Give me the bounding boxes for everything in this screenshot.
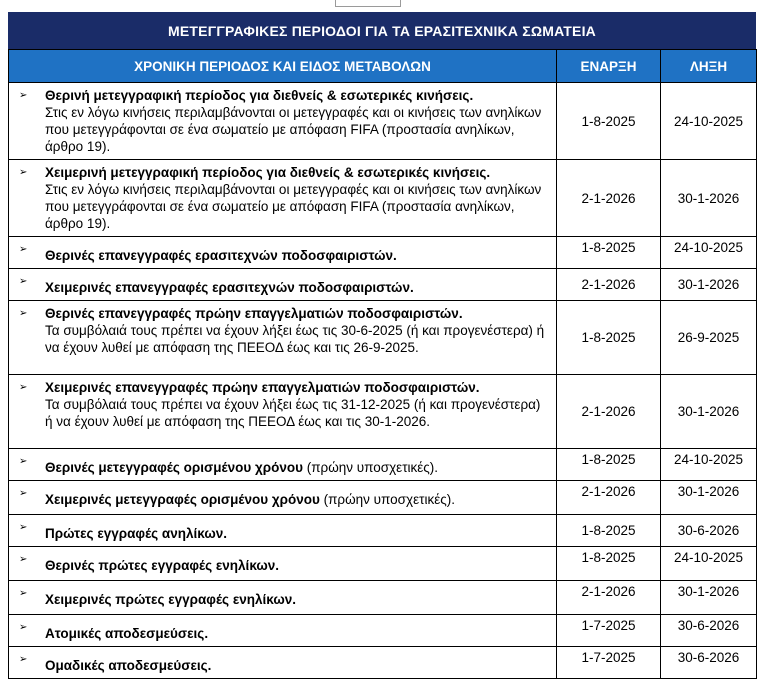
arrow-bullet-icon: ➢	[19, 456, 28, 467]
table-row	[9, 615, 757, 647]
document-title: ΜΕΤΕΓΓΡΑΦΙΚΕΣ ΠΕΡΙΟΔΟΙ ΓΙΑ ΤΑ ΕΡΑΣΙΤΕΧΝΙΚΑ ΣΩΜΑΤΕΙΑ	[8, 12, 756, 49]
table-row	[9, 83, 757, 160]
header-start: ΕΝΑΡΞΗ	[557, 50, 661, 83]
period-title: Πρώτες εγγραφές ανηλίκων.	[45, 526, 227, 541]
period-description	[9, 547, 557, 581]
header-end: ΛΗΞΗ	[661, 50, 757, 83]
arrow-bullet-icon: ➢	[19, 588, 28, 599]
table-row	[9, 269, 757, 301]
arrow-bullet-icon: ➢	[19, 622, 28, 633]
arrow-bullet-icon: ➢	[19, 488, 28, 499]
document	[8, 12, 756, 679]
end-date: 30-1-2026	[661, 160, 757, 237]
period-details: Τα συμβόλαιά τους πρέπει να έχουν λήξει έως τις 30-6-2025 (ή και προγενέστερα) ή να έχουν λυθεί με απόφαση της ΠΕΕΟΔ έως και τις 26-9-2025.	[45, 323, 545, 355]
arrow-bullet-icon: ➢	[19, 90, 28, 101]
table-row	[9, 160, 757, 237]
period-title: Θερινές επανεγγραφές ερασιτεχνών ποδοσφαιριστών.	[45, 248, 397, 263]
start-date: 1-8-2025	[557, 83, 661, 160]
period-title: Χειμερινή μετεγγραφική περίοδος για διεθνείς & εσωτερικές κινήσεις.	[45, 165, 491, 180]
end-date: 30-1-2026	[661, 481, 757, 515]
period-description	[9, 581, 557, 615]
period-description	[9, 160, 557, 237]
start-date: 1-7-2025	[557, 647, 661, 679]
arrow-bullet-icon: ➢	[19, 382, 28, 393]
table-row	[9, 449, 757, 481]
end-date: 26-9-2025	[661, 301, 757, 375]
end-date: 24-10-2025	[661, 83, 757, 160]
start-date: 1-8-2025	[557, 515, 661, 547]
end-date: 30-6-2026	[661, 647, 757, 679]
arrow-bullet-icon: ➢	[19, 276, 28, 287]
table-row	[9, 481, 757, 515]
window-fragment	[335, 0, 401, 7]
table-row	[9, 237, 757, 269]
header-period: ΧΡΟΝΙΚΗ ΠΕΡΙΟΔΟΣ ΚΑΙ ΕΙΔΟΣ ΜΕΤΑΒΟΛΩΝ	[9, 50, 557, 83]
table-header-row	[9, 50, 757, 83]
period-title: Θερινή μετεγγραφική περίοδος για διεθνείς & εσωτερικές κινήσεις.	[45, 88, 474, 103]
end-date: 30-1-2026	[661, 269, 757, 301]
end-date: 30-1-2026	[661, 375, 757, 449]
period-title: Θερινές μετεγγραφές ορισμένου χρόνου	[45, 460, 303, 475]
period-title: Ατομικές αποδεσμεύσεις.	[45, 626, 209, 641]
period-description	[9, 647, 557, 679]
table-row	[9, 375, 757, 449]
table-row	[9, 581, 757, 615]
table-row	[9, 301, 757, 375]
start-date: 1-8-2025	[557, 301, 661, 375]
period-description	[9, 301, 557, 375]
arrow-bullet-icon: ➢	[19, 522, 28, 533]
start-date: 2-1-2026	[557, 160, 661, 237]
periods-table	[8, 49, 757, 679]
start-date: 2-1-2026	[557, 375, 661, 449]
start-date: 1-7-2025	[557, 615, 661, 647]
end-date: 30-1-2026	[661, 581, 757, 615]
table-row	[9, 515, 757, 547]
arrow-bullet-icon: ➢	[19, 554, 28, 565]
end-date: 30-6-2026	[661, 515, 757, 547]
period-description	[9, 375, 557, 449]
period-details: Στις εν λόγω κινήσεις περιλαμβάνονται οι μετεγγραφές και οι κινήσεις των ανηλίκων που μετεγγράφονται σε ένα σωματείο με απόφαση FIFA (προστασία ανηλίκων, άρθρο 19).	[45, 182, 542, 231]
start-date: 1-8-2025	[557, 237, 661, 269]
period-description	[9, 449, 557, 481]
arrow-bullet-icon: ➢	[19, 308, 28, 319]
period-note: (πρώην υποσχετικές).	[302, 460, 439, 475]
table-row	[9, 647, 757, 679]
start-date: 1-8-2025	[557, 449, 661, 481]
table-row	[9, 547, 757, 581]
end-date: 24-10-2025	[661, 547, 757, 581]
arrow-bullet-icon: ➢	[19, 167, 28, 178]
period-description	[9, 481, 557, 515]
period-details: Στις εν λόγω κινήσεις περιλαμβάνονται οι μετεγγραφές και οι κινήσεις των ανηλίκων που μετεγγράφονται σε ένα σωματείο με απόφαση FIFA (προστασία ανηλίκων, άρθρο 19).	[45, 105, 542, 154]
start-date: 2-1-2026	[557, 481, 661, 515]
arrow-bullet-icon: ➢	[19, 244, 28, 255]
end-date: 24-10-2025	[661, 237, 757, 269]
start-date: 2-1-2026	[557, 269, 661, 301]
end-date: 24-10-2025	[661, 449, 757, 481]
period-title: Χειμερινές επανεγγραφές πρώην επαγγελματιών ποδοσφαιριστών.	[45, 380, 480, 395]
end-date: 30-6-2026	[661, 615, 757, 647]
period-details: Τα συμβόλαιά τους πρέπει να έχουν λήξει έως τις 31-12-2025 (ή και προγενέστερα) ή να έχουν λυθεί με απόφαση της ΠΕΕΟΔ έως και τις 30-1-2026.	[45, 397, 541, 429]
period-title: Χειμερινές πρώτες εγγραφές ενηλίκων.	[45, 592, 296, 607]
period-description	[9, 615, 557, 647]
start-date: 1-8-2025	[557, 547, 661, 581]
period-title: Θερινές επανεγγραφές πρώην επαγγελματιών ποδοσφαιριστών.	[45, 306, 463, 321]
period-description	[9, 83, 557, 160]
period-description	[9, 515, 557, 547]
period-note: (πρώην υποσχετικές).	[319, 492, 455, 507]
start-date: 2-1-2026	[557, 581, 661, 615]
period-title: Χειμερινές μετεγγραφές ορισμένου χρόνου	[45, 492, 320, 507]
period-title: Θερινές πρώτες εγγραφές ενηλίκων.	[45, 558, 280, 573]
arrow-bullet-icon: ➢	[19, 654, 28, 665]
period-description	[9, 269, 557, 301]
period-description	[9, 237, 557, 269]
period-title: Χειμερινές επανεγγραφές ερασιτεχνών ποδοσφαιριστών.	[45, 280, 414, 295]
period-title: Ομαδικές αποδεσμεύσεις.	[45, 658, 212, 673]
